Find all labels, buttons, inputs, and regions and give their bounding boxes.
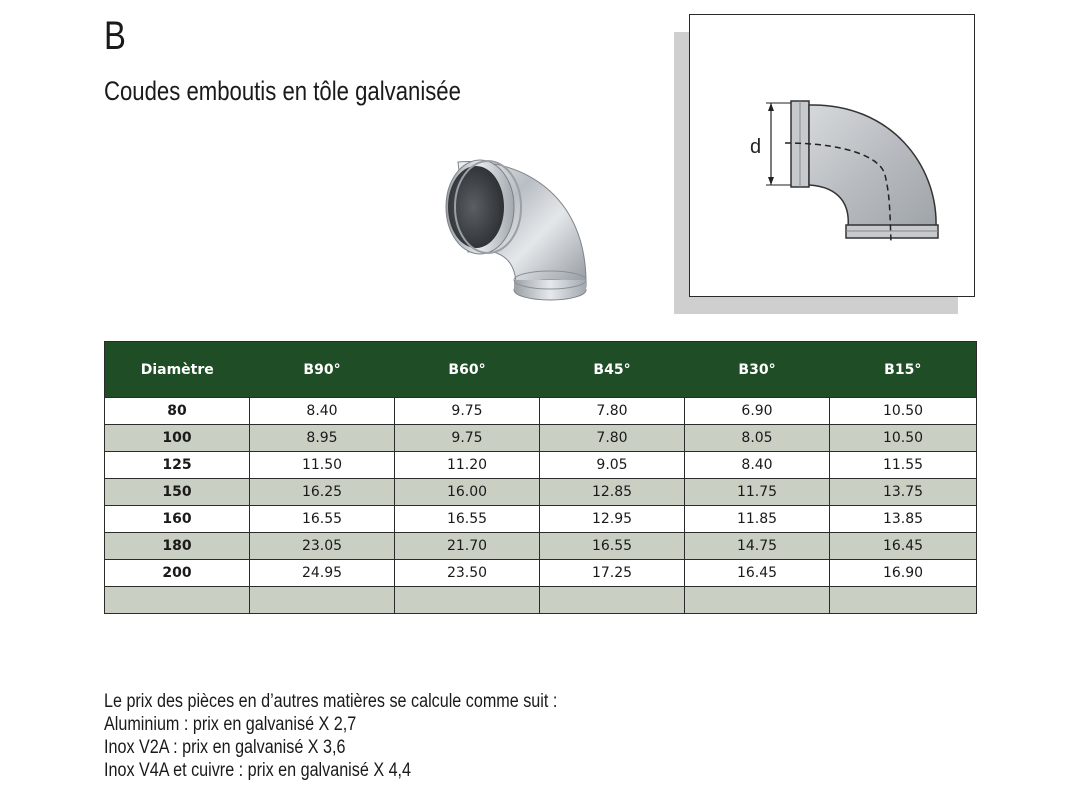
header-diametre: Diamètre	[105, 342, 250, 398]
cell-diametre: 125	[105, 452, 250, 479]
cell-b45: 9.05	[540, 452, 685, 479]
cell-b90: 24.95	[250, 560, 395, 587]
cell-b30: 8.05	[685, 425, 830, 452]
cell-b45: 17.25	[540, 560, 685, 587]
cell-b90	[250, 587, 395, 614]
cell-b90: 11.50	[250, 452, 395, 479]
cell-b15: 16.45	[830, 533, 977, 560]
table-header-row	[105, 342, 977, 398]
price-table	[104, 341, 977, 614]
cell-diametre: 80	[105, 398, 250, 425]
cell-b15: 10.50	[830, 398, 977, 425]
note-line: Le prix des pièces en d’autres matières se calcule comme suit :	[104, 691, 558, 712]
cell-b90: 23.05	[250, 533, 395, 560]
cell-diametre: 150	[105, 479, 250, 506]
cell-b30: 11.85	[685, 506, 830, 533]
cell-b90: 16.55	[250, 506, 395, 533]
table-row	[105, 398, 977, 425]
cell-b45: 7.80	[540, 425, 685, 452]
cell-b30: 8.40	[685, 452, 830, 479]
cell-diametre	[105, 587, 250, 614]
cell-diametre: 180	[105, 533, 250, 560]
cell-b30: 16.45	[685, 560, 830, 587]
cell-b90: 8.40	[250, 398, 395, 425]
cell-b30	[685, 587, 830, 614]
cell-b60: 23.50	[395, 560, 540, 587]
cell-b60: 9.75	[395, 425, 540, 452]
note-line: Inox V4A et cuivre : prix en galvanisé X 4,4	[104, 760, 412, 781]
elbow-diagram	[689, 14, 975, 297]
table-row-empty	[105, 587, 977, 614]
dimension-label: d	[750, 136, 762, 158]
header-b15: B15°	[830, 342, 977, 398]
table-row	[105, 533, 977, 560]
note-line: Inox V2A : prix en galvanisé X 3,6	[104, 737, 346, 758]
cell-b60: 9.75	[395, 398, 540, 425]
cell-b45: 16.55	[540, 533, 685, 560]
header-b45: B45°	[540, 342, 685, 398]
cell-b30: 14.75	[685, 533, 830, 560]
cell-b45: 12.95	[540, 506, 685, 533]
page-title: Coudes emboutis en tôle galvanisée	[104, 76, 461, 106]
pricing-notes	[104, 690, 557, 782]
cell-b90: 8.95	[250, 425, 395, 452]
header-b90: B90°	[250, 342, 395, 398]
cell-b60: 16.00	[395, 479, 540, 506]
cell-b30: 6.90	[685, 398, 830, 425]
cell-b15	[830, 587, 977, 614]
header-b30: B30°	[685, 342, 830, 398]
cell-diametre: 160	[105, 506, 250, 533]
cell-b15: 11.55	[830, 452, 977, 479]
cell-b45: 12.85	[540, 479, 685, 506]
cell-b60: 21.70	[395, 533, 540, 560]
cell-b30: 11.75	[685, 479, 830, 506]
table-row	[105, 560, 977, 587]
cell-b90: 16.25	[250, 479, 395, 506]
cell-b15: 10.50	[830, 425, 977, 452]
cell-b15: 16.90	[830, 560, 977, 587]
cell-b60	[395, 587, 540, 614]
table-row	[105, 425, 977, 452]
table-row	[105, 506, 977, 533]
cell-b60: 11.20	[395, 452, 540, 479]
cell-b15: 13.85	[830, 506, 977, 533]
table-row	[105, 479, 977, 506]
cell-diametre: 200	[105, 560, 250, 587]
elbow-photo	[428, 152, 598, 307]
section-letter: B	[104, 14, 126, 58]
cell-b45	[540, 587, 685, 614]
note-line: Aluminium : prix en galvanisé X 2,7	[104, 714, 357, 735]
cell-b15: 13.75	[830, 479, 977, 506]
header-b60: B60°	[395, 342, 540, 398]
cell-b45: 7.80	[540, 398, 685, 425]
cell-b60: 16.55	[395, 506, 540, 533]
table-row	[105, 452, 977, 479]
cell-diametre: 100	[105, 425, 250, 452]
